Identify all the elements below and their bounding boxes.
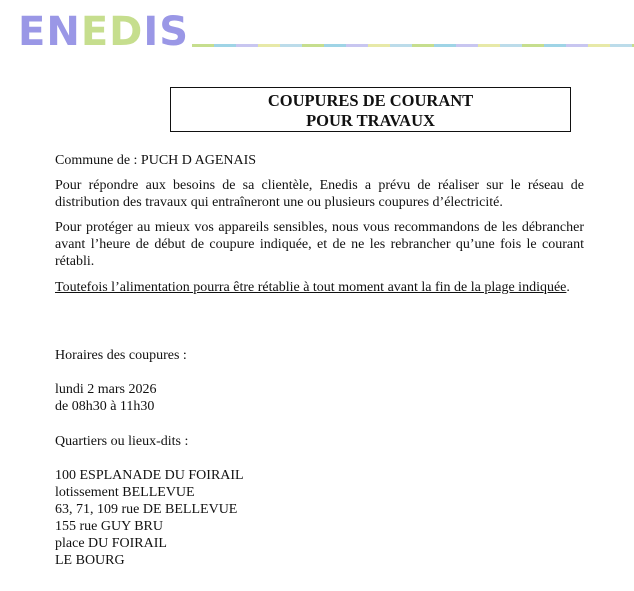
location-item: lotissement BELLEVUE bbox=[55, 485, 195, 500]
enedis-logo bbox=[18, 9, 190, 55]
commune-line: Commune de : PUCH D AGENAIS bbox=[55, 153, 257, 168]
locations-list bbox=[55, 467, 584, 569]
paragraph-warning bbox=[55, 279, 584, 296]
title-line-1: COUPURES DE COURANT bbox=[267, 91, 474, 110]
header-decorative-line bbox=[192, 44, 634, 47]
paragraph-advice: Pour protéger au mieux vos appareils sensibles, nous vous recommandons de les débrancher avant l’heure de début de coupure indiquée, et de ne les rebrancher qu’une fois le courant rétabli. bbox=[55, 220, 584, 269]
locations-heading: Quartiers ou lieux-dits : bbox=[55, 434, 189, 449]
location-item: LE BOURG bbox=[55, 553, 125, 568]
schedule-date: lundi 2 mars 2026 bbox=[55, 382, 157, 397]
notice-title-box bbox=[170, 87, 571, 132]
warning-period: . bbox=[566, 280, 570, 295]
logo-part-2: ED bbox=[80, 9, 144, 55]
warning-underlined-text: Toutefois l’alimentation pourra être rétablie à tout moment avant la fin de la plage indiquée bbox=[55, 280, 567, 295]
location-item: place DU FOIRAIL bbox=[55, 536, 167, 551]
paragraph-intro: Pour répondre aux besoins de sa clientèle, Enedis a prévu de réaliser sur le réseau de distribution des travaux qui entraîneront une ou plusieurs coupures d’électricité. bbox=[55, 178, 584, 210]
location-item: 63, 71, 109 rue DE BELLEVUE bbox=[55, 502, 238, 517]
location-item: 100 ESPLANADE DU FOIRAIL bbox=[55, 468, 244, 483]
logo-part-3: IS bbox=[143, 9, 190, 55]
logo-part-1: EN bbox=[18, 9, 81, 55]
location-item: 155 rue GUY BRU bbox=[55, 519, 163, 534]
schedule-heading: Horaires des coupures : bbox=[55, 348, 187, 363]
title-line-2: POUR TRAVAUX bbox=[306, 111, 435, 130]
schedule-time: de 08h30 à 11h30 bbox=[55, 399, 155, 414]
